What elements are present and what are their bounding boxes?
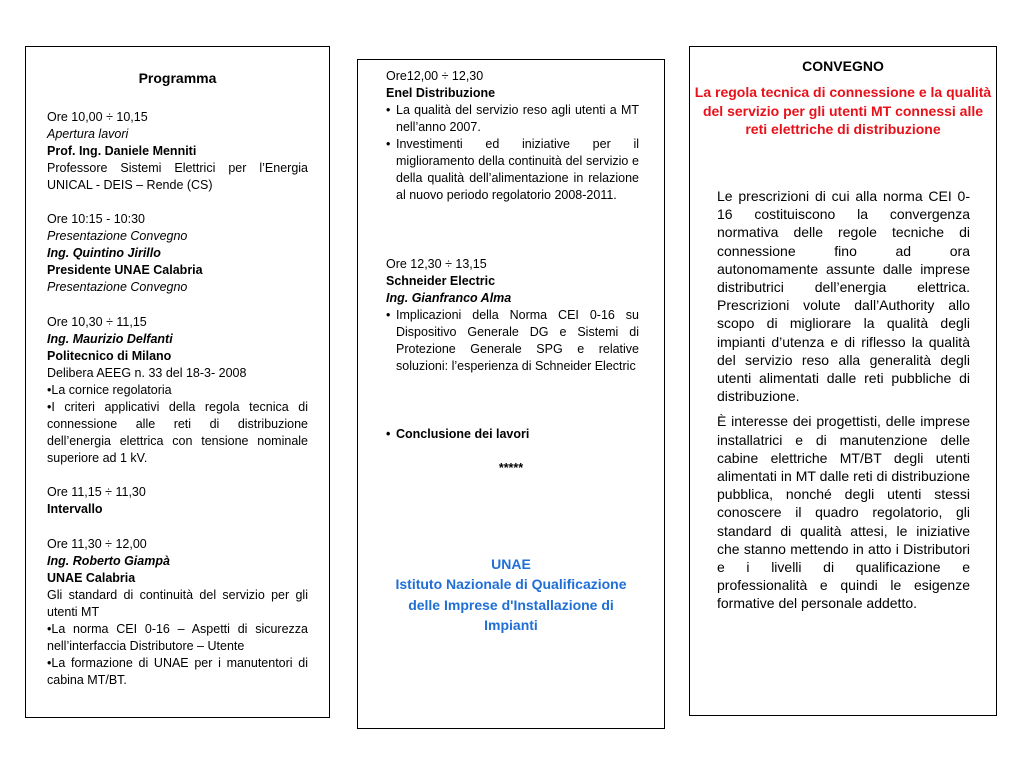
session-6: [386, 68, 639, 204]
convegno-panel: [689, 46, 997, 716]
session-time: Ore 10:15 - 10:30: [47, 212, 145, 226]
speaker-name: Prof. Ing. Daniele Menniti: [47, 144, 197, 158]
closing-label: • Conclusione dei lavori: [386, 426, 639, 443]
session-time: Ore 10,00 ÷ 10,15: [47, 110, 148, 124]
topic-item: •La cornice regolatoria: [47, 383, 172, 397]
session-time: Ore 10,30 ÷ 11,15: [47, 315, 147, 329]
convegno-heading: CONVEGNO: [802, 58, 884, 74]
speaker-company: Schneider Electric: [386, 274, 496, 288]
topic-item: •I criteri applicativi della regola tecnica di connessione alle reti di distribuzione dell’energia elettrica con tensione nominale superiore ad 1 kV.: [47, 400, 308, 465]
separator-stars: *****: [498, 461, 524, 475]
speaker-affiliation: UNAE Calabria: [47, 571, 136, 585]
convegno-description: [717, 187, 970, 613]
speaker-name: Ing. Maurizio Delfanti: [47, 332, 173, 346]
topic-item: • Implicazioni della Norma CEI 0-16 su Dispositivo Generale DG e Sistemi di Protezione Generale SPG e relative soluzioni: l’esperienza di Schneider Electric: [386, 307, 639, 375]
speaker-affiliation: Professore Sistemi Elettrici per l’Energia UNICAL - DEIS – Rende (CS): [47, 161, 308, 192]
session-topic: Delibera AEEG n. 33 del 18-3- 2008: [47, 366, 247, 380]
speaker-name: Ing. Roberto Giampà: [47, 554, 170, 568]
session-time: Ore 11,30 ÷ 12,00: [47, 537, 147, 551]
session-time: Ore 11,15 ÷ 11,30: [47, 485, 146, 499]
topic-item: •La formazione di UNAE per i manutentori di cabina MT/BT.: [47, 656, 308, 687]
session-7: [386, 256, 639, 375]
middle-panel: [357, 59, 665, 729]
session-line: Presentazione Convegno: [47, 229, 188, 243]
session-5: [47, 536, 308, 689]
topic-item: •La norma CEI 0-16 – Aspetti di sicurezza nell’interfaccia Distributore – Utente: [47, 622, 308, 653]
programma-panel: [25, 46, 330, 718]
speaker-company: Enel Distribuzione: [386, 86, 496, 100]
convegno-subtitle: La regola tecnica di connessione e la qualità del servizio per gli utenti MT connessi alle reti elettriche di distribuzione: [694, 84, 992, 137]
session-4: [47, 484, 308, 518]
org-acronym: UNAE: [491, 556, 531, 572]
speaker-affiliation: Politecnico di Milano: [47, 349, 172, 363]
session-2: [47, 211, 308, 296]
session-topic: Presentazione Convegno: [47, 280, 188, 294]
session-3: [47, 314, 308, 467]
topic-item: • Investimenti ed iniziative per il miglioramento della continuità del servizio e della qualità dell’alimentazione in relazione al nuovo periodo regolatorio 2008-2011.: [386, 136, 639, 204]
session-line: Apertura lavori: [47, 127, 129, 141]
session-break: Intervallo: [47, 502, 103, 516]
description-paragraph: Le prescrizioni di cui alla norma CEI 0-16 costituiscono la convergenza normativa delle regole tecniche di connessione fino ad ora autonomamente assunte dalle imprese distributrici dell’energia elettrica. Prescrizioni volute dall’Authority allo scopo di migliorare la qualità degli impianti d’utenza e di riflesso la qualità del servizio reso alla generalità degli utenti alimentati dalle reti pubbliche di distribuzione.: [717, 188, 970, 405]
speaker-name: Ing. Gianfranco Alma: [386, 291, 512, 305]
speaker-affiliation: Presidente UNAE Calabria: [47, 263, 203, 277]
session-time: Ore 12,30 ÷ 13,15: [386, 257, 487, 271]
session-1: [47, 109, 308, 194]
topic-list: [386, 307, 639, 375]
session-time: Ore12,00 ÷ 12,30: [386, 69, 484, 83]
speaker-name: Ing. Quintino Jirillo: [47, 246, 161, 260]
topic-item: • La qualità del servizio reso agli utenti a MT nell’anno 2007.: [386, 102, 639, 136]
closing-item: [386, 426, 639, 443]
topic-item: Gli standard di continuità del servizio per gli utenti MT: [47, 588, 308, 619]
topic-list: [386, 102, 639, 204]
programma-title: Programma: [138, 70, 217, 86]
org-name: Istituto Nazionale di Qualificazione delle Imprese d'Installazione di Impianti: [395, 576, 627, 633]
description-paragraph: È interesse dei progettisti, delle imprese installatrici e di manutenzione delle cabine elettriche MT/BT degli utenti alimentati in MT dalle reti di distribuzione pubblica, nonché degli utenti stessi conoscere il quadro regolatorio, gli standard di qualità attesi, le iniziative che stanno mettendo in atto i Distributori e i livelli di qualificazione e professionalità e quindi le esigenze formative del personale addetto.: [717, 413, 970, 612]
